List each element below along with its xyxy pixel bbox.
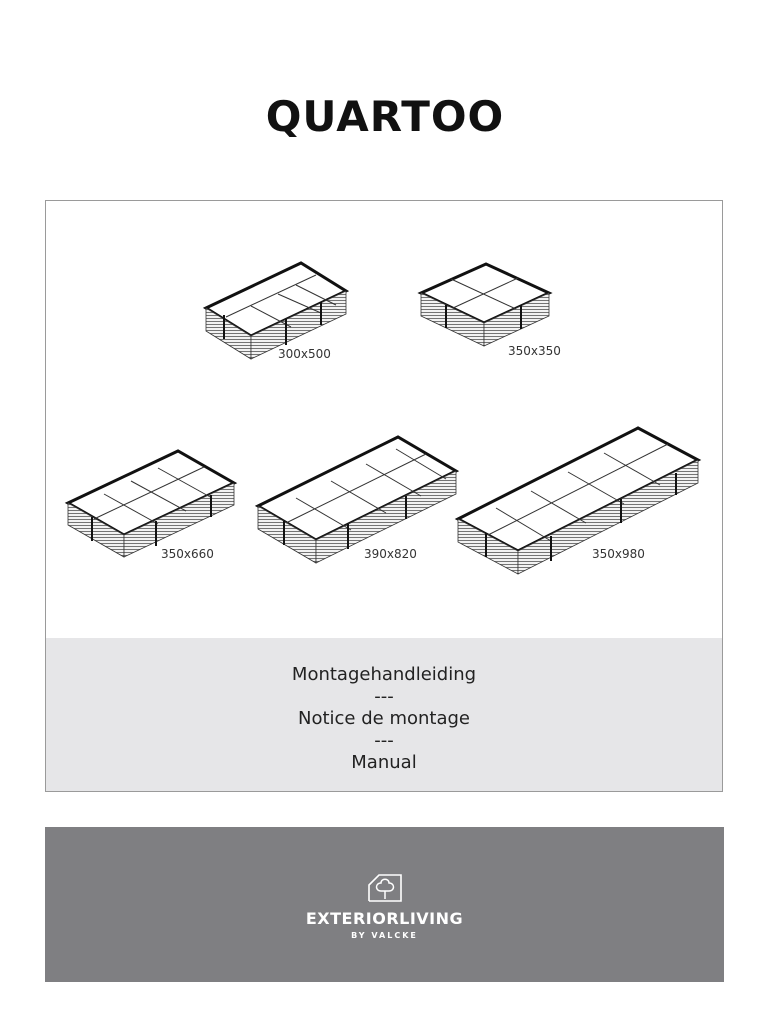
pool-illustrations	[46, 201, 722, 638]
page-title: QUARTOO	[265, 92, 505, 141]
illustration-frame	[45, 200, 723, 792]
manual-title-band	[46, 638, 722, 791]
pool-350x350	[421, 264, 561, 358]
pool-300x500	[206, 263, 346, 361]
manual-title-english: Manual	[351, 752, 417, 773]
brand-name: EXTERIORLIVING	[305, 909, 464, 928]
manual-title-french: Notice de montage	[298, 708, 470, 729]
brand-footer	[45, 827, 724, 982]
model-label-390x820: 390x820	[364, 547, 417, 561]
separator: ---	[374, 730, 394, 751]
model-label-300x500: 300x500	[278, 347, 331, 361]
pool-350x660	[68, 451, 234, 561]
tree-in-house-icon	[365, 871, 405, 905]
model-label-350x350: 350x350	[508, 344, 561, 358]
model-label-350x980: 350x980	[592, 547, 645, 561]
model-label-350x660: 350x660	[161, 547, 214, 561]
pool-390x820	[258, 437, 456, 563]
manual-title-dutch: Montagehandleiding	[291, 664, 477, 685]
separator: ---	[374, 686, 394, 707]
pool-350x980	[458, 428, 698, 574]
brand-subtitle: BY VALCKE	[351, 931, 418, 940]
